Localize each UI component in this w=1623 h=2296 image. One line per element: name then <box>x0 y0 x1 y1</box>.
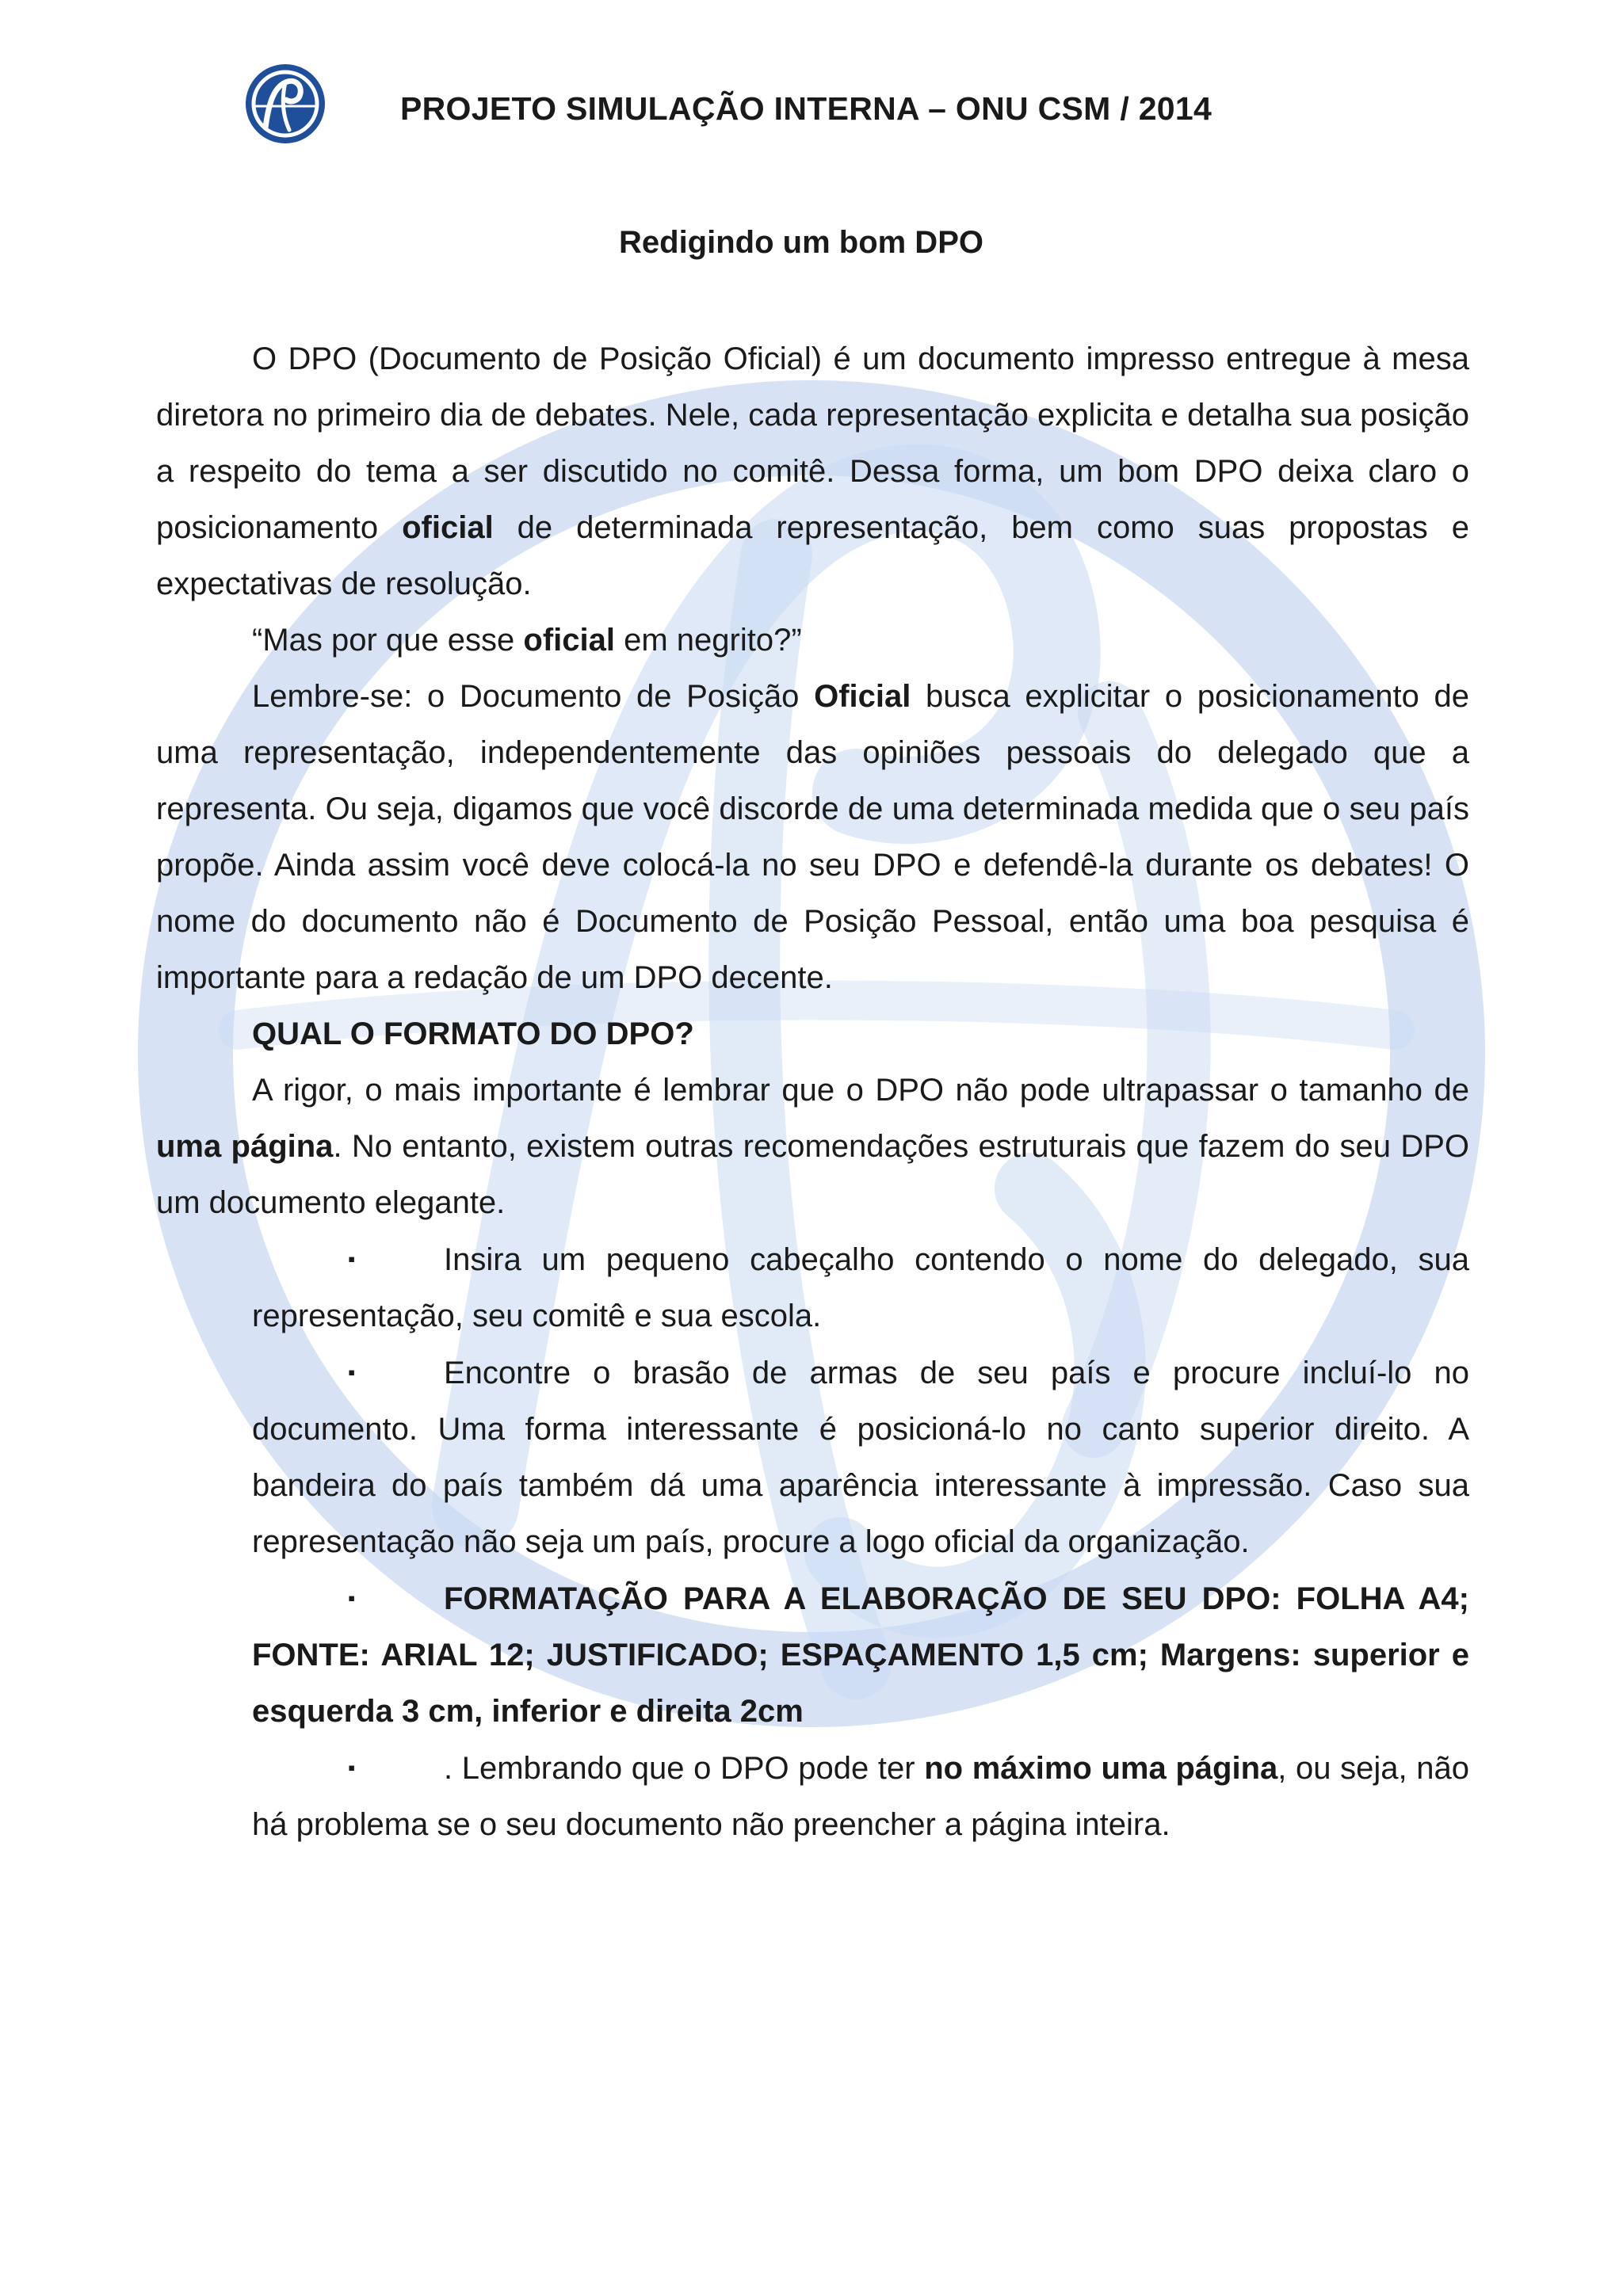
bullet-icon: ▪ <box>348 1756 356 1779</box>
paragraph-format: A rigor, o mais importante é lembrar que o DPO não pode ultrapassar o tamanho de uma página. No entanto, existem outras recomendações estruturais que fazem do seu DPO um documento elegante. <box>156 1073 1469 1220</box>
bullet-icon: ▪ <box>348 1586 356 1610</box>
list-item: ▪ . Lembrando que o DPO pode ter no máximo uma página, ou seja, não há problema se o seu documento não preencher a página inteira. <box>252 1740 1469 1853</box>
list-item: ▪ Insira um pequeno cabeçalho contendo o nome do delegado, sua representação, seu comitê e sua escola. <box>252 1231 1469 1344</box>
list-item: ▪ FORMATAÇÃO PARA A ELABORAÇÃO DE SEU DPO: FOLHA A4; FONTE: ARIAL 12; JUSTIFICADO; ESPAÇAMENTO 1,5 cm; Margens: superior e esquerda 3 cm, inferior e direita 2cm <box>252 1570 1469 1740</box>
list-item: ▪ Encontre o brasão de armas de seu país e procure incluí-lo no documento. Uma forma interessante é posicioná-lo no canto superior direito. A bandeira do país também dá uma aparência interessante à impressão. Caso sua representação não seja um país, procure a logo oficial da organização. <box>252 1344 1469 1570</box>
paragraph-question: “Mas por que esse oficial em negrito?” <box>252 623 802 658</box>
document-body <box>156 331 1469 1853</box>
header-title: PROJETO SIMULAÇÃO INTERNA – ONU CSM / 2014 <box>400 90 1212 127</box>
recommendation-list <box>156 1231 1469 1853</box>
globe-emblem-icon <box>242 60 329 147</box>
bullet-icon: ▪ <box>348 1360 356 1384</box>
document-title: Redigindo um bom DPO <box>619 225 983 260</box>
paragraph-reminder: Lembre-se: o Documento de Posição Oficial busca explicitar o posicionamento de uma representação, independentemente das opiniões pessoais do delegado que a representa. Ou seja, digamos que você discorde de uma determinada medida que o seu país propõe. Ainda assim você deve colocá-la no seu DPO e defendê-la durante os debates! O nome do documento não é Documento de Posição Pessoal, então uma boa pesquisa é importante para a redação de um DPO decente. <box>156 679 1469 995</box>
paragraph-intro: O DPO (Documento de Posição Oficial) é um documento impresso entregue à mesa diretora no primeiro dia de debates. Nele, cada representação explicita e detalha sua posição a respeito do tema a ser discutido no comitê. Dessa forma, um bom DPO deixa claro o posicionamento oficial de determinada representação, bem como suas propostas e expectativas de resolução. <box>156 341 1469 601</box>
section-heading: QUAL O FORMATO DO DPO? <box>252 1016 694 1051</box>
bullet-icon: ▪ <box>348 1247 356 1271</box>
